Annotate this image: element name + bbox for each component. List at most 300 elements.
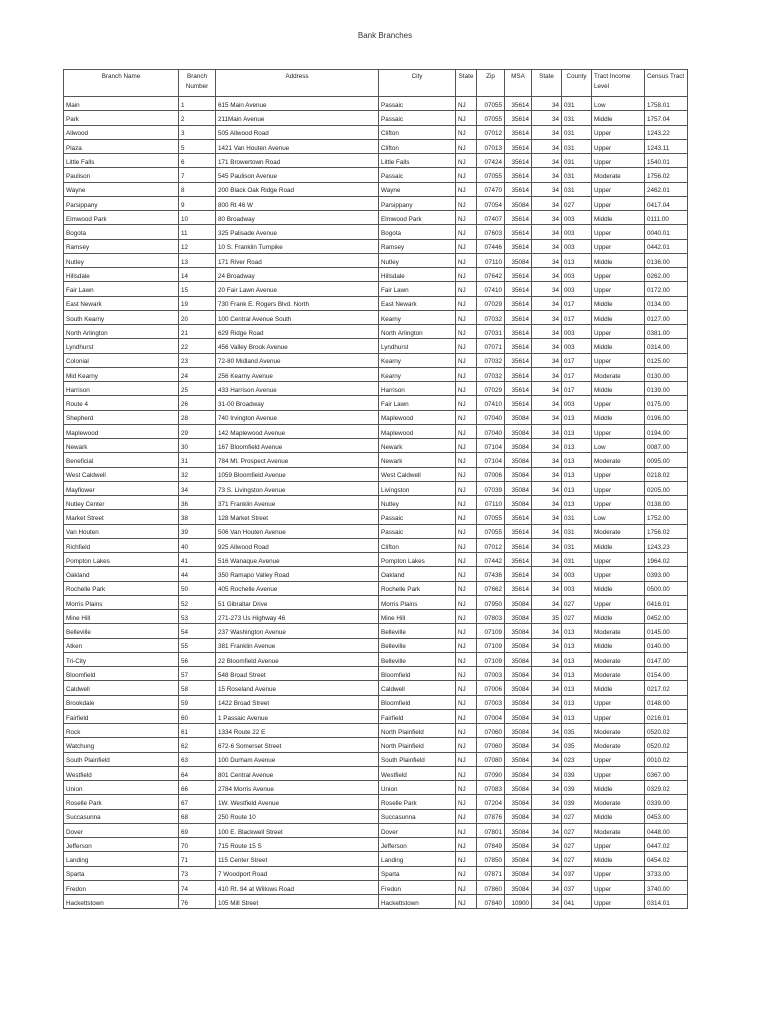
cell-census-tract: 3740.00 bbox=[645, 880, 688, 894]
cell-address: 256 Kearny Avenue bbox=[216, 367, 379, 381]
cell-msa: 35614 bbox=[505, 325, 532, 339]
cell-state: NJ bbox=[456, 752, 477, 766]
cell-zip: 07204 bbox=[477, 795, 505, 809]
cell-city: North Arlington bbox=[379, 325, 456, 339]
cell-zip: 07003 bbox=[477, 695, 505, 709]
table-row bbox=[64, 752, 688, 766]
table-row bbox=[64, 453, 688, 467]
cell-city: Nutley bbox=[379, 253, 456, 267]
cell-msa: 35084 bbox=[505, 766, 532, 780]
cell-branch-number: 3 bbox=[179, 125, 216, 139]
cell-zip: 07603 bbox=[477, 225, 505, 239]
cell-address: 629 Ridge Road bbox=[216, 325, 379, 339]
cell-branch-number: 55 bbox=[179, 638, 216, 652]
cell-zip: 07039 bbox=[477, 481, 505, 495]
cell-branch-name: Market Street bbox=[64, 510, 179, 524]
cell-branch-number: 61 bbox=[179, 724, 216, 738]
cell-msa: 35084 bbox=[505, 795, 532, 809]
table-row bbox=[64, 367, 688, 381]
table-row bbox=[64, 781, 688, 795]
cell-tract-income-level: Upper bbox=[592, 880, 645, 894]
cell-branch-name: Landing bbox=[64, 852, 179, 866]
table-row bbox=[64, 610, 688, 624]
table-row bbox=[64, 638, 688, 652]
cell-county: 003 bbox=[562, 396, 592, 410]
cell-tract-income-level: Upper bbox=[592, 496, 645, 510]
cell-county: 003 bbox=[562, 282, 592, 296]
cell-census-tract: 0134.00 bbox=[645, 296, 688, 310]
cell-city: Maplewood bbox=[379, 424, 456, 438]
cell-msa: 35084 bbox=[505, 809, 532, 823]
cell-census-tract: 0452.00 bbox=[645, 610, 688, 624]
cell-city: Hackettstown bbox=[379, 895, 456, 909]
cell-county: 013 bbox=[562, 624, 592, 638]
table-row bbox=[64, 738, 688, 752]
cell-state: NJ bbox=[456, 253, 477, 267]
cell-msa: 35084 bbox=[505, 496, 532, 510]
cell-address: 925 Allwood Road bbox=[216, 538, 379, 552]
cell-msa: 35614 bbox=[505, 125, 532, 139]
cell-county: 013 bbox=[562, 695, 592, 709]
cell-state: NJ bbox=[456, 595, 477, 609]
cell-state-code: 34 bbox=[532, 510, 562, 524]
cell-state: NJ bbox=[456, 225, 477, 239]
cell-msa: 35084 bbox=[505, 410, 532, 424]
cell-state-code: 34 bbox=[532, 538, 562, 552]
cell-msa: 35084 bbox=[505, 439, 532, 453]
cell-msa: 35614 bbox=[505, 339, 532, 353]
cell-branch-number: 24 bbox=[179, 367, 216, 381]
cell-city: South Plainfield bbox=[379, 752, 456, 766]
table-row bbox=[64, 880, 688, 894]
cell-county: 003 bbox=[562, 325, 592, 339]
cell-city: Elmwood Park bbox=[379, 211, 456, 225]
table-row bbox=[64, 895, 688, 909]
table-row bbox=[64, 310, 688, 324]
cell-branch-name: Pompton Lakes bbox=[64, 553, 179, 567]
cell-address: 715 Route 15 S bbox=[216, 838, 379, 852]
cell-branch-name: Mine Hill bbox=[64, 610, 179, 624]
cell-msa: 35084 bbox=[505, 467, 532, 481]
cell-branch-name: Route 4 bbox=[64, 396, 179, 410]
cell-branch-name: Fairfield bbox=[64, 709, 179, 723]
cell-tract-income-level: Upper bbox=[592, 268, 645, 282]
cell-address: 10 S. Franklin Turnpike bbox=[216, 239, 379, 253]
cell-tract-income-level: Upper bbox=[592, 196, 645, 210]
cell-state-code: 34 bbox=[532, 638, 562, 652]
cell-branch-name: Ramsey bbox=[64, 239, 179, 253]
cell-tract-income-level: Low bbox=[592, 510, 645, 524]
cell-county: 027 bbox=[562, 823, 592, 837]
cell-branch-name: West Caldwell bbox=[64, 467, 179, 481]
header-state: State bbox=[456, 70, 477, 97]
cell-branch-number: 6 bbox=[179, 154, 216, 168]
cell-city: Caldwell bbox=[379, 681, 456, 695]
cell-state: NJ bbox=[456, 852, 477, 866]
cell-branch-name: Beneficial bbox=[64, 453, 179, 467]
cell-state-code: 34 bbox=[532, 97, 562, 111]
cell-census-tract: 2462.01 bbox=[645, 182, 688, 196]
cell-branch-number: 59 bbox=[179, 695, 216, 709]
cell-state-code: 34 bbox=[532, 567, 562, 581]
cell-address: 800 Rt 46 W bbox=[216, 196, 379, 210]
table-row bbox=[64, 724, 688, 738]
cell-state: NJ bbox=[456, 524, 477, 538]
cell-state-code: 34 bbox=[532, 581, 562, 595]
cell-state: NJ bbox=[456, 567, 477, 581]
header-zip: Zip bbox=[477, 70, 505, 97]
cell-tract-income-level: Upper bbox=[592, 139, 645, 153]
cell-county: 013 bbox=[562, 439, 592, 453]
table-row bbox=[64, 225, 688, 239]
cell-zip: 07032 bbox=[477, 310, 505, 324]
cell-census-tract: 0138.00 bbox=[645, 496, 688, 510]
table-row bbox=[64, 823, 688, 837]
cell-city: Succasunna bbox=[379, 809, 456, 823]
cell-state: NJ bbox=[456, 467, 477, 481]
cell-branch-number: 1 bbox=[179, 97, 216, 111]
cell-state-code: 34 bbox=[532, 681, 562, 695]
cell-state: NJ bbox=[456, 880, 477, 894]
cell-state-code: 34 bbox=[532, 880, 562, 894]
cell-address: 15 Roseland Avenue bbox=[216, 681, 379, 695]
cell-zip: 07012 bbox=[477, 125, 505, 139]
cell-branch-name: Sparta bbox=[64, 866, 179, 880]
cell-census-tract: 0314.00 bbox=[645, 339, 688, 353]
cell-address: 325 Palisade Avenue bbox=[216, 225, 379, 239]
cell-county: 027 bbox=[562, 809, 592, 823]
cell-address: 1W. Westfield Avenue bbox=[216, 795, 379, 809]
table-row bbox=[64, 652, 688, 666]
cell-address: 1 Passaic Avenue bbox=[216, 709, 379, 723]
cell-census-tract: 0148.00 bbox=[645, 695, 688, 709]
cell-state: NJ bbox=[456, 168, 477, 182]
cell-branch-number: 34 bbox=[179, 481, 216, 495]
cell-branch-name: Westfield bbox=[64, 766, 179, 780]
cell-zip: 07029 bbox=[477, 296, 505, 310]
cell-branch-number: 67 bbox=[179, 795, 216, 809]
cell-address: 371 Franklin Avenue bbox=[216, 496, 379, 510]
cell-msa: 35084 bbox=[505, 709, 532, 723]
cell-msa: 35084 bbox=[505, 595, 532, 609]
cell-branch-name: Fredon bbox=[64, 880, 179, 894]
cell-state-code: 34 bbox=[532, 339, 562, 353]
cell-branch-name: North Arlington bbox=[64, 325, 179, 339]
cell-address: 100 Central Avenue South bbox=[216, 310, 379, 324]
cell-tract-income-level: Upper bbox=[592, 766, 645, 780]
cell-tract-income-level: Middle bbox=[592, 253, 645, 267]
cell-address: 167 Bloomfield Avenue bbox=[216, 439, 379, 453]
cell-city: Parsippany bbox=[379, 196, 456, 210]
cell-tract-income-level: Upper bbox=[592, 709, 645, 723]
cell-branch-number: 10 bbox=[179, 211, 216, 225]
table-row bbox=[64, 282, 688, 296]
cell-state: NJ bbox=[456, 139, 477, 153]
cell-address: 20 Fair Lawn Avenue bbox=[216, 282, 379, 296]
table-header-row bbox=[64, 70, 688, 97]
cell-msa: 35084 bbox=[505, 738, 532, 752]
cell-census-tract: 0367.00 bbox=[645, 766, 688, 780]
cell-census-tract: 0145.00 bbox=[645, 624, 688, 638]
cell-city: North Plainfield bbox=[379, 738, 456, 752]
cell-branch-number: 31 bbox=[179, 453, 216, 467]
cell-state: NJ bbox=[456, 154, 477, 168]
cell-branch-name: Morris Plains bbox=[64, 595, 179, 609]
cell-tract-income-level: Middle bbox=[592, 809, 645, 823]
cell-census-tract: 3733.00 bbox=[645, 866, 688, 880]
cell-state-code: 34 bbox=[532, 553, 562, 567]
cell-msa: 35084 bbox=[505, 624, 532, 638]
cell-address: 237 Washington Avenue bbox=[216, 624, 379, 638]
table-row bbox=[64, 253, 688, 267]
cell-census-tract: 0393.00 bbox=[645, 567, 688, 581]
cell-state-code: 34 bbox=[532, 496, 562, 510]
cell-city: Newark bbox=[379, 439, 456, 453]
cell-address: 7 Woodport Road bbox=[216, 866, 379, 880]
cell-address: 456 Valley Brook Avenue bbox=[216, 339, 379, 353]
cell-branch-number: 63 bbox=[179, 752, 216, 766]
cell-city: Clifton bbox=[379, 139, 456, 153]
cell-census-tract: 0040.01 bbox=[645, 225, 688, 239]
cell-address: 505 Allwood Road bbox=[216, 125, 379, 139]
cell-branch-number: 26 bbox=[179, 396, 216, 410]
cell-branch-number: 69 bbox=[179, 823, 216, 837]
cell-state-code: 34 bbox=[532, 481, 562, 495]
cell-branch-number: 23 bbox=[179, 353, 216, 367]
header-tract-income-level: Tract Income Level bbox=[592, 70, 645, 97]
cell-address: 350 Ramapo Valley Road bbox=[216, 567, 379, 581]
cell-state: NJ bbox=[456, 795, 477, 809]
cell-branch-name: Watchung bbox=[64, 738, 179, 752]
cell-county: 031 bbox=[562, 125, 592, 139]
cell-tract-income-level: Middle bbox=[592, 852, 645, 866]
cell-msa: 35084 bbox=[505, 610, 532, 624]
cell-branch-number: 39 bbox=[179, 524, 216, 538]
table-body bbox=[64, 97, 688, 909]
cell-address: 211Main Avenue bbox=[216, 111, 379, 125]
table-row bbox=[64, 211, 688, 225]
table-row bbox=[64, 467, 688, 481]
cell-city: Pompton Lakes bbox=[379, 553, 456, 567]
cell-zip: 07040 bbox=[477, 424, 505, 438]
cell-census-tract: 0175.00 bbox=[645, 396, 688, 410]
cell-branch-number: 8 bbox=[179, 182, 216, 196]
cell-branch-name: Bloomfield bbox=[64, 667, 179, 681]
cell-branch-name: Dover bbox=[64, 823, 179, 837]
cell-zip: 07662 bbox=[477, 581, 505, 595]
cell-city: Passaic bbox=[379, 168, 456, 182]
cell-address: 405 Rochelle Avenue bbox=[216, 581, 379, 595]
cell-city: Sparta bbox=[379, 866, 456, 880]
cell-state-code: 34 bbox=[532, 766, 562, 780]
cell-census-tract: 0140.00 bbox=[645, 638, 688, 652]
cell-msa: 35084 bbox=[505, 752, 532, 766]
cell-state: NJ bbox=[456, 396, 477, 410]
cell-branch-number: 54 bbox=[179, 624, 216, 638]
cell-state: NJ bbox=[456, 638, 477, 652]
cell-zip: 07040 bbox=[477, 410, 505, 424]
cell-zip: 07060 bbox=[477, 738, 505, 752]
cell-state-code: 34 bbox=[532, 296, 562, 310]
cell-county: 031 bbox=[562, 168, 592, 182]
cell-address: 100 Durham Avenue bbox=[216, 752, 379, 766]
cell-msa: 35614 bbox=[505, 396, 532, 410]
cell-county: 003 bbox=[562, 268, 592, 282]
cell-state-code: 34 bbox=[532, 154, 562, 168]
cell-state: NJ bbox=[456, 581, 477, 595]
table-row bbox=[64, 424, 688, 438]
cell-branch-number: 20 bbox=[179, 310, 216, 324]
cell-zip: 07109 bbox=[477, 624, 505, 638]
cell-zip: 07840 bbox=[477, 895, 505, 909]
cell-zip: 07080 bbox=[477, 752, 505, 766]
cell-zip: 07470 bbox=[477, 182, 505, 196]
cell-census-tract: 1752.00 bbox=[645, 510, 688, 524]
cell-census-tract: 0194.00 bbox=[645, 424, 688, 438]
cell-branch-name: Union bbox=[64, 781, 179, 795]
cell-branch-name: Jefferson bbox=[64, 838, 179, 852]
table-row bbox=[64, 396, 688, 410]
cell-tract-income-level: Moderate bbox=[592, 367, 645, 381]
cell-state: NJ bbox=[456, 724, 477, 738]
cell-city: Passaic bbox=[379, 97, 456, 111]
cell-state-code: 34 bbox=[532, 268, 562, 282]
cell-address: 80 Broadway bbox=[216, 211, 379, 225]
cell-tract-income-level: Moderate bbox=[592, 453, 645, 467]
cell-city: Clifton bbox=[379, 538, 456, 552]
cell-branch-name: Paulison bbox=[64, 168, 179, 182]
cell-branch-name: Parsippany bbox=[64, 196, 179, 210]
cell-branch-name: Harrison bbox=[64, 382, 179, 396]
cell-address: 31-00 Broadway bbox=[216, 396, 379, 410]
header-census-tract: Census Tract bbox=[645, 70, 688, 97]
cell-address: 171 Browertown Road bbox=[216, 154, 379, 168]
cell-city: Little Falls bbox=[379, 154, 456, 168]
cell-city: Jefferson bbox=[379, 838, 456, 852]
cell-county: 013 bbox=[562, 709, 592, 723]
cell-tract-income-level: Middle bbox=[592, 410, 645, 424]
cell-state: NJ bbox=[456, 97, 477, 111]
cell-tract-income-level: Upper bbox=[592, 154, 645, 168]
cell-state: NJ bbox=[456, 353, 477, 367]
cell-tract-income-level: Upper bbox=[592, 481, 645, 495]
cell-branch-number: 62 bbox=[179, 738, 216, 752]
table-row bbox=[64, 681, 688, 695]
cell-state: NJ bbox=[456, 239, 477, 253]
cell-zip: 07436 bbox=[477, 567, 505, 581]
cell-branch-name: Richfield bbox=[64, 538, 179, 552]
cell-county: 037 bbox=[562, 866, 592, 880]
cell-branch-number: 66 bbox=[179, 781, 216, 795]
cell-county: 017 bbox=[562, 296, 592, 310]
cell-zip: 07006 bbox=[477, 681, 505, 695]
cell-state-code: 34 bbox=[532, 595, 562, 609]
cell-census-tract: 1756.02 bbox=[645, 524, 688, 538]
cell-zip: 07104 bbox=[477, 439, 505, 453]
cell-county: 003 bbox=[562, 239, 592, 253]
cell-county: 013 bbox=[562, 481, 592, 495]
table-row bbox=[64, 866, 688, 880]
cell-tract-income-level: Moderate bbox=[592, 652, 645, 666]
cell-state-code: 34 bbox=[532, 410, 562, 424]
cell-county: 027 bbox=[562, 610, 592, 624]
cell-branch-number: 14 bbox=[179, 268, 216, 282]
cell-city: Newark bbox=[379, 453, 456, 467]
cell-city: Kearny bbox=[379, 367, 456, 381]
cell-state: NJ bbox=[456, 125, 477, 139]
cell-state-code: 34 bbox=[532, 253, 562, 267]
cell-state-code: 34 bbox=[532, 709, 562, 723]
cell-county: 013 bbox=[562, 410, 592, 424]
cell-zip: 07090 bbox=[477, 766, 505, 780]
cell-city: Belleville bbox=[379, 638, 456, 652]
cell-state-code: 34 bbox=[532, 367, 562, 381]
cell-state-code: 34 bbox=[532, 424, 562, 438]
cell-tract-income-level: Upper bbox=[592, 225, 645, 239]
cell-address: 271-273 Us Highway 46 bbox=[216, 610, 379, 624]
cell-branch-number: 74 bbox=[179, 880, 216, 894]
header-county: County bbox=[562, 70, 592, 97]
cell-branch-name: Nutley Center bbox=[64, 496, 179, 510]
cell-branch-number: 15 bbox=[179, 282, 216, 296]
table-row bbox=[64, 595, 688, 609]
cell-state-code: 34 bbox=[532, 866, 562, 880]
table-row bbox=[64, 97, 688, 111]
cell-state: NJ bbox=[456, 738, 477, 752]
cell-city: Bloomfield bbox=[379, 695, 456, 709]
cell-state: NJ bbox=[456, 296, 477, 310]
cell-msa: 35084 bbox=[505, 253, 532, 267]
cell-branch-number: 38 bbox=[179, 510, 216, 524]
cell-county: 039 bbox=[562, 795, 592, 809]
cell-state-code: 34 bbox=[532, 852, 562, 866]
cell-msa: 35084 bbox=[505, 667, 532, 681]
cell-county: 031 bbox=[562, 524, 592, 538]
cell-tract-income-level: Upper bbox=[592, 752, 645, 766]
cell-zip: 07876 bbox=[477, 809, 505, 823]
cell-branch-number: 60 bbox=[179, 709, 216, 723]
cell-msa: 35084 bbox=[505, 852, 532, 866]
cell-state: NJ bbox=[456, 838, 477, 852]
cell-census-tract: 0216.01 bbox=[645, 709, 688, 723]
cell-branch-number: 21 bbox=[179, 325, 216, 339]
page-title: Bank Branches bbox=[357, 31, 413, 40]
cell-city: Bloomfield bbox=[379, 667, 456, 681]
cell-address: 784 Mt. Prospect Avenue bbox=[216, 453, 379, 467]
cell-msa: 35084 bbox=[505, 695, 532, 709]
cell-county: 037 bbox=[562, 880, 592, 894]
cell-msa: 35084 bbox=[505, 424, 532, 438]
cell-city: Fairfield bbox=[379, 709, 456, 723]
cell-state-code: 34 bbox=[532, 353, 562, 367]
cell-tract-income-level: Middle bbox=[592, 296, 645, 310]
cell-city: Fredon bbox=[379, 880, 456, 894]
cell-zip: 07055 bbox=[477, 510, 505, 524]
cell-tract-income-level: Middle bbox=[592, 211, 645, 225]
cell-branch-name: Wayne bbox=[64, 182, 179, 196]
cell-branch-number: 22 bbox=[179, 339, 216, 353]
cell-census-tract: 0136.00 bbox=[645, 253, 688, 267]
cell-address: 51 Gibraltar Drive bbox=[216, 595, 379, 609]
cell-zip: 07442 bbox=[477, 553, 505, 567]
cell-county: 003 bbox=[562, 339, 592, 353]
cell-msa: 35614 bbox=[505, 268, 532, 282]
cell-state: NJ bbox=[456, 339, 477, 353]
cell-state-code: 34 bbox=[532, 196, 562, 210]
cell-census-tract: 0010.02 bbox=[645, 752, 688, 766]
cell-city: Lyndhurst bbox=[379, 339, 456, 353]
cell-address: 200 Black Oak Ridge Road bbox=[216, 182, 379, 196]
